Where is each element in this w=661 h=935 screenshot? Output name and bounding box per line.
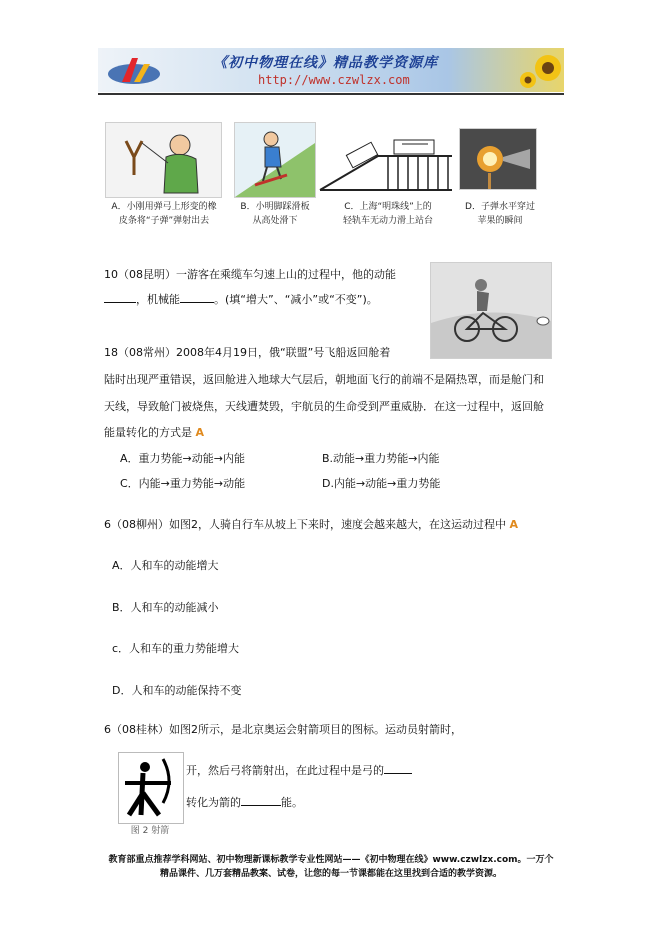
site-url[interactable]: http://www.czwlzx.com — [258, 73, 410, 87]
picture-d-caption: D．子弹水平穿过 苹果的瞬间 — [465, 202, 535, 226]
q6b-blank-energy[interactable] — [384, 762, 412, 774]
q10-line1: 10（08昆明）一游客在乘缆车匀速上山的过程中，他的动能 — [104, 268, 396, 281]
header-rule — [98, 93, 564, 95]
answer-mark: A — [509, 518, 519, 531]
q18-option-b[interactable]: B.动能→重力势能→内能 — [322, 452, 440, 465]
picture-cyclist — [430, 262, 552, 359]
q18-option-d[interactable]: D.内能→动能→重力势能 — [322, 477, 441, 490]
q18-line4: 能量转化的方式是 A — [104, 426, 205, 439]
header-banner — [98, 48, 564, 92]
q6a-stem: 6（08柳州）如图2，人骑自行车从坡上下来时，速度会越来越大，在这运动过程中 A — [104, 518, 519, 531]
picture-a-caption: A．小刚用弹弓上形变的橡 皮条将“子弹”弹射出去 — [111, 202, 217, 226]
q6a-option-d[interactable]: D．人和车的动能保持不变 — [112, 684, 242, 697]
picture-bullet-apple — [459, 128, 537, 190]
q10-line2: ，机械能 。(填“增大”、“减小”或“不变”)。 — [104, 291, 378, 307]
q6b-line3: 转化为箭的 能。 — [186, 796, 303, 809]
picture-skateboard — [234, 122, 316, 198]
q6a-option-a[interactable]: A．人和车的动能增大 — [112, 559, 219, 572]
picture-light-rail — [318, 126, 454, 192]
archery-figure — [118, 752, 184, 824]
q10-blank-mechanical[interactable] — [180, 291, 214, 303]
q18-option-a[interactable]: A．重力势能→动能→内能 — [120, 452, 245, 465]
q18-line1: 18（08常州）2008年4月19日，俄“联盟”号飞船返回舱着 — [104, 346, 391, 359]
sunflower-icon — [518, 50, 564, 92]
q6b-line1: 6（08桂林）如图2所示，是北京奥运会射箭项目的图标。运动员射箭时， — [104, 723, 462, 736]
picture-c-caption: C．上海“明珠线”上的 轻轨车无动力滑上站台 — [342, 202, 433, 226]
archery-figure-caption: 图 2 射箭 — [130, 826, 170, 836]
q18-line2: 陆时出现严重错误，返回舱进入地球大气层后，朝地面飞行的前端不是隔热罩，而是舱门和 — [104, 373, 544, 386]
q18-line3: 天线，导致舱门被烧焦，天线遭焚毁，宇航员的生命受到严重威胁．在这一过程中，返回舱 — [104, 400, 544, 413]
picture-slingshot — [105, 122, 222, 198]
picture-b-caption: B．小明脚踩滑板 从高处滑下 — [240, 202, 310, 226]
archery-pictogram-icon — [119, 753, 183, 823]
q10-blank-kinetic[interactable] — [104, 291, 136, 303]
site-title: 《初中物理在线》精品教学资源库 — [213, 55, 438, 71]
q6a-option-b[interactable]: B．人和车的动能减小 — [112, 601, 219, 614]
site-logo — [104, 52, 164, 88]
answer-mark: A — [195, 426, 205, 439]
q18-option-c[interactable]: C．内能→重力势能→动能 — [120, 477, 246, 490]
q6a-option-c[interactable]: c．人和车的重力势能增大 — [112, 642, 240, 655]
q6b-line2: 开，然后弓将箭射出，在此过程中是弓的 — [186, 762, 412, 778]
q6b-blank-arrow-energy[interactable] — [241, 794, 281, 806]
page-footer: 教育部重点推荐学科网站、初中物理新课标教学专业性网站——《初中物理在线》www.czwlzx.com。一万个 精品课件、几万套精品教案、试卷，让您的每一节课都能在这里找到合适的教学资源。 — [108, 855, 554, 879]
